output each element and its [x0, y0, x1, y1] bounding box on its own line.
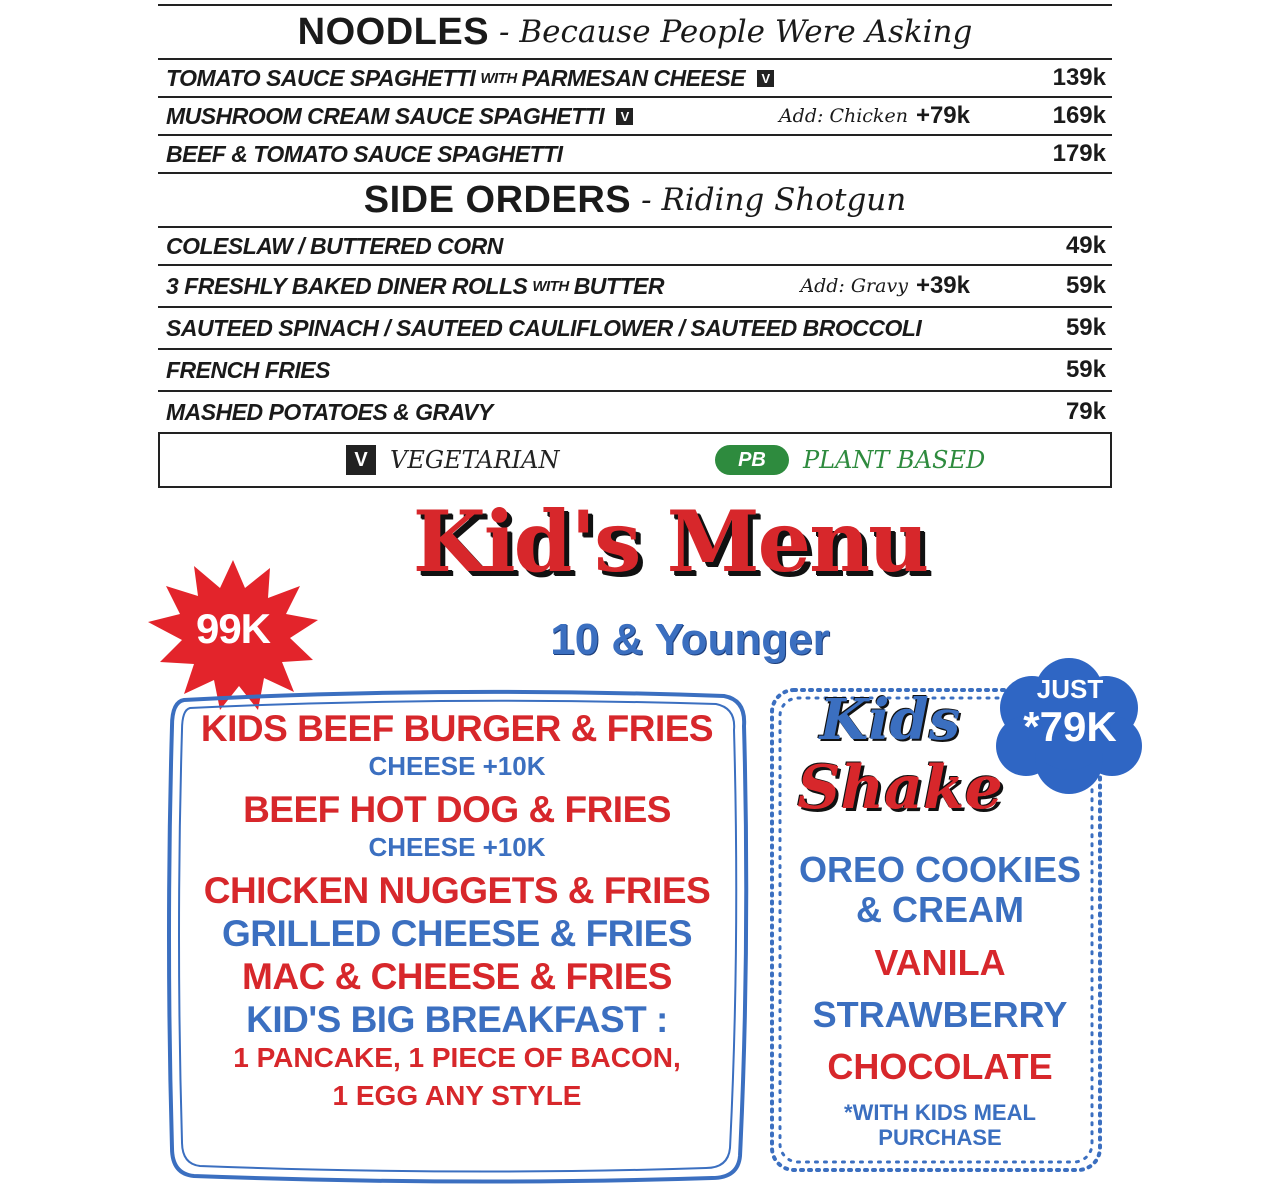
- item-name-2: BUTTER: [573, 272, 664, 299]
- item-name: COLESLAW / BUTTERED CORN: [166, 232, 503, 259]
- item-name: 3 FRESHLY BAKED DINER ROLLS: [166, 272, 528, 299]
- shake-flavor: & CREAM: [856, 889, 1024, 931]
- item-name: TOMATO SAUCE SPAGHETTI: [166, 64, 476, 91]
- menu-row-coleslaw: [158, 226, 1112, 264]
- kids-item-detail: 1 PANCAKE, 1 PIECE OF BACON,: [233, 1042, 681, 1073]
- legend-vegetarian-label: VEGETARIAN: [390, 446, 560, 474]
- menu-row-diner-rolls: [158, 264, 1112, 306]
- menu-row-mashed-potatoes: [158, 390, 1112, 432]
- kids-item: KIDS BEEF BURGER & FRIES: [200, 708, 714, 749]
- legend-vegetarian: [346, 445, 559, 475]
- kids-menu-subtitle: 10 & Younger: [550, 615, 830, 664]
- kids-item-addon: CHEESE +10K: [368, 832, 546, 862]
- shake-flavor: OREO COOKIES: [798, 849, 1082, 890]
- vegetarian-badge-icon: V: [346, 445, 376, 475]
- item-name: FRENCH FRIES: [166, 356, 330, 383]
- item-addon: [800, 272, 970, 300]
- item-price: 59k: [1065, 356, 1106, 383]
- item-price: 139k: [1052, 64, 1106, 91]
- addon-price: +79k: [915, 102, 970, 129]
- kids-item: CHICKEN NUGGETS & FRIES: [203, 870, 711, 911]
- shake-flavor: STRAWBERRY: [812, 993, 1068, 1035]
- kids-item: BEEF HOT DOG & FRIES: [243, 789, 671, 830]
- item-name: BEEF & TOMATO SAUCE SPAGHETTI: [166, 140, 563, 167]
- kids-price-burst: 99K: [195, 605, 271, 652]
- menu-row-tomato-spaghetti: [158, 58, 1112, 96]
- item-price: 49k: [1065, 232, 1106, 259]
- shake-flavor: VANILA: [874, 941, 1006, 983]
- sides-title: SIDE ORDERS: [363, 178, 632, 221]
- item-price: 179k: [1052, 140, 1106, 167]
- adult-menu: [158, 0, 1112, 432]
- item-name: MUSHROOM CREAM SAUCE SPAGHETTI: [166, 102, 605, 129]
- menu-row-beef-spaghetti: [158, 134, 1112, 172]
- addon-label: Add: Gravy: [800, 275, 908, 297]
- shake-title-shake: Shake: [797, 753, 1003, 823]
- item-name: SAUTEED SPINACH / SAUTEED CAULIFLOWER / SAUTEED BROCCOLI: [166, 314, 922, 341]
- shake-price-label: JUST: [1036, 674, 1104, 704]
- noodles-header: [158, 4, 1112, 58]
- item-addon: [779, 102, 970, 130]
- legend-plant-based-label: PLANT BASED: [803, 446, 986, 474]
- kids-item-addon: CHEESE +10K: [368, 751, 546, 781]
- shake-flavors: [776, 850, 1104, 1150]
- kids-item-detail: 1 EGG ANY STYLE: [332, 1080, 582, 1111]
- kids-menu-items: [164, 710, 750, 1120]
- shake-price-value: *79K: [1023, 703, 1117, 750]
- kids-menu-title: Kid's Menu: [412, 492, 928, 591]
- legend-plant-based: [715, 445, 985, 475]
- menu-row-mushroom-spaghetti: [158, 96, 1112, 134]
- dietary-legend: [158, 432, 1112, 488]
- vegetarian-badge-icon: V: [757, 70, 774, 87]
- shake-note: *WITH KIDS MEAL: [844, 1099, 1036, 1125]
- sides-header: [158, 172, 1112, 226]
- item-price: 59k: [1065, 314, 1106, 341]
- kids-item: KID'S BIG BREAKFAST :: [246, 999, 668, 1040]
- item-price: 59k: [1065, 272, 1106, 299]
- shake-price-cloud: [1000, 676, 1140, 748]
- item-name: MASHED POTATOES & GRAVY: [166, 398, 493, 425]
- plant-based-badge-icon: PB: [715, 445, 789, 475]
- menu-row-french-fries: [158, 348, 1112, 390]
- item-price: 79k: [1065, 398, 1106, 425]
- vegetarian-badge-icon: V: [616, 108, 633, 125]
- sides-subtitle: - Riding Shotgun: [641, 182, 907, 218]
- item-price: 169k: [1052, 102, 1106, 129]
- kids-menu-box: [164, 686, 750, 1186]
- shake-title-kids: Kids: [819, 687, 961, 753]
- kids-item: MAC & CHEESE & FRIES: [242, 956, 672, 997]
- item-connector: WITH: [480, 69, 517, 87]
- noodles-title: NOODLES: [297, 10, 490, 53]
- item-connector: WITH: [532, 277, 569, 295]
- addon-label: Add: Chicken: [778, 105, 908, 127]
- shake-flavor: CHOCOLATE: [827, 1046, 1053, 1088]
- addon-price: +39k: [915, 272, 970, 299]
- kids-item: GRILLED CHEESE & FRIES: [221, 913, 693, 954]
- menu-row-sauteed-veg: [158, 306, 1112, 348]
- item-name-2: PARMESAN CHEESE: [521, 64, 746, 91]
- shake-note: PURCHASE: [878, 1124, 1002, 1150]
- noodles-subtitle: - Because People Were Asking: [499, 14, 973, 50]
